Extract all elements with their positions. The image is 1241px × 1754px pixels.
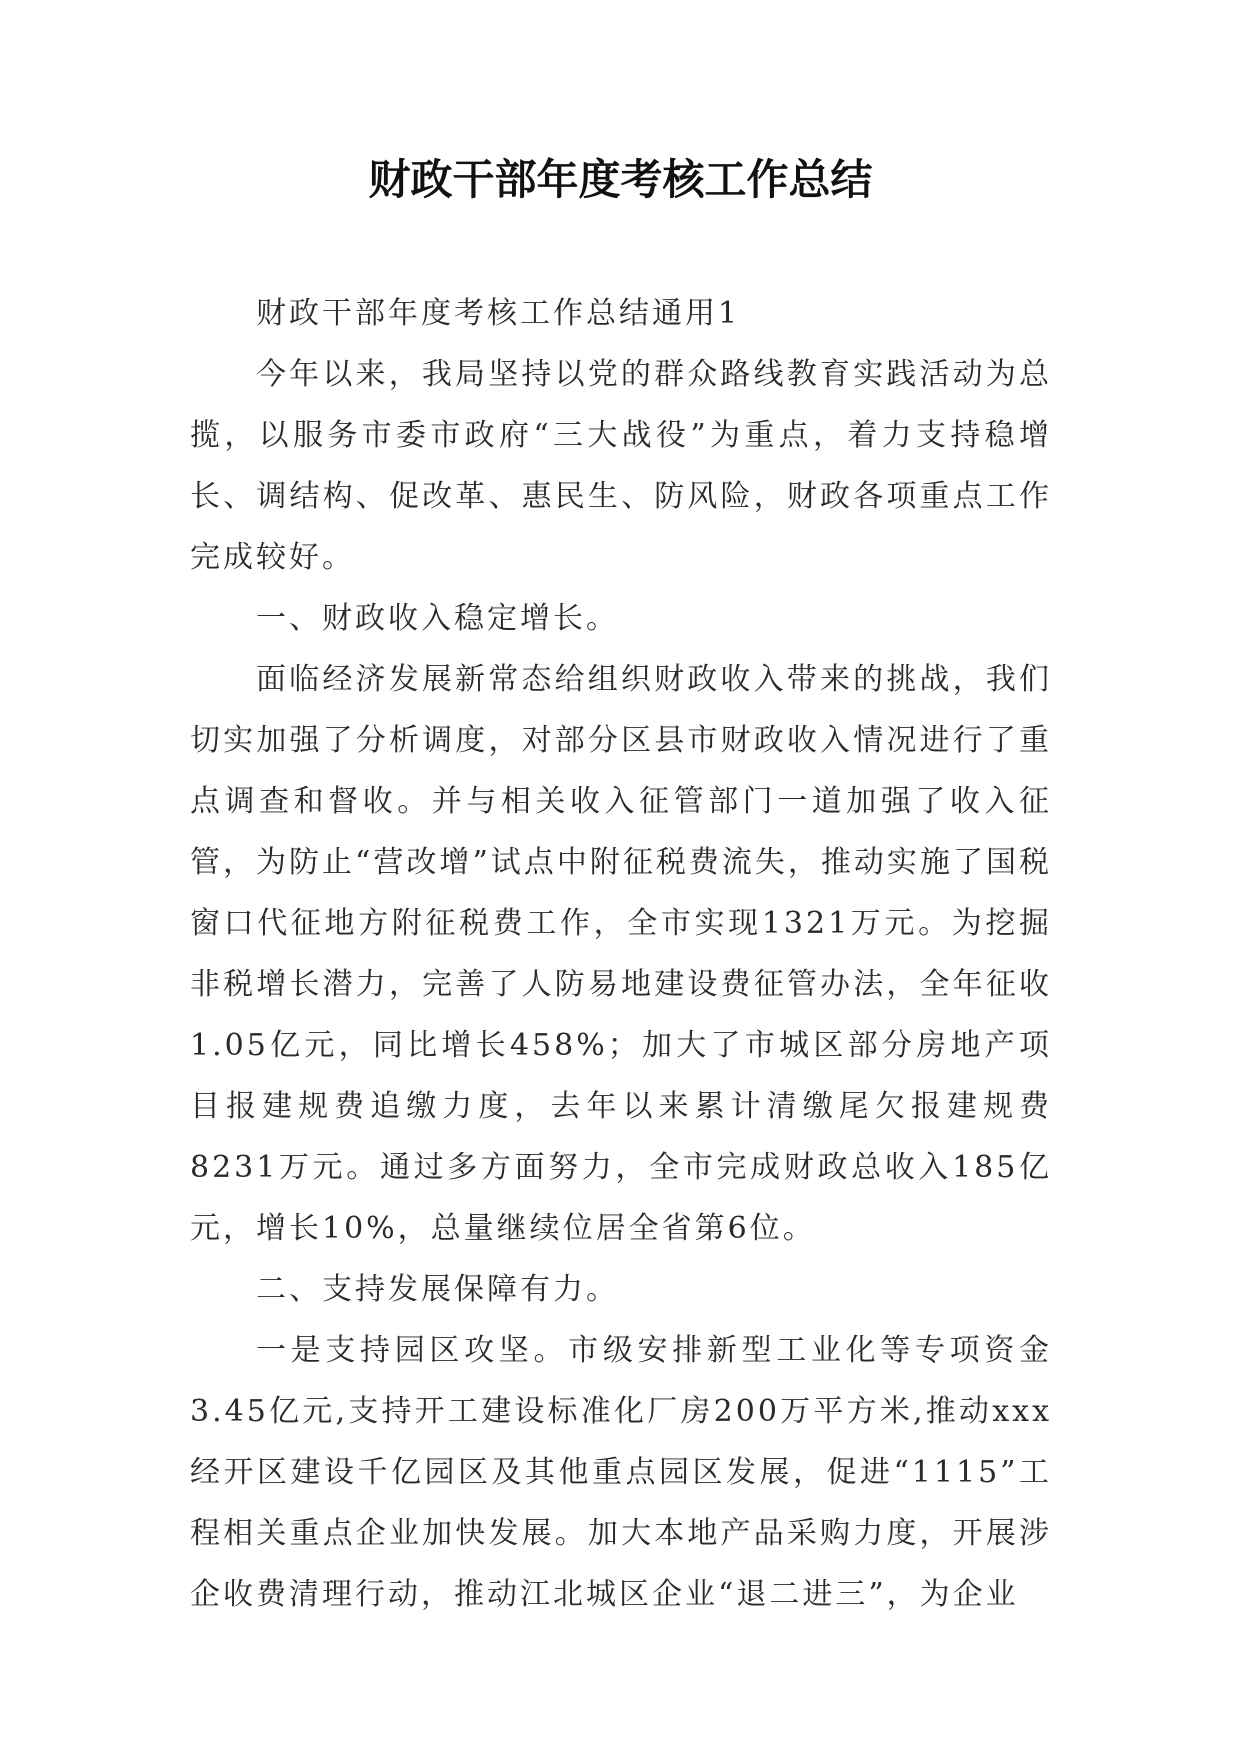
section-heading: 一、财政收入稳定增长。 bbox=[256, 601, 619, 636]
paragraph: 今年以来，我局坚持以党的群众路线教育实践活动为总揽，以服务市委市政府“三大战役”为重点，着力支持稳增长、调结构、促改革、惠民生、防风险，财政各项重点工作完成较好。 bbox=[190, 357, 1052, 575]
document-body bbox=[190, 283, 1052, 1625]
section-heading: 二、支持发展保障有力。 bbox=[256, 1272, 619, 1307]
section-heading: 财政干部年度考核工作总结通用1 bbox=[256, 296, 741, 331]
paragraph: 面临经济发展新常态给组织财政收入带来的挑战，我们切实加强了分析调度，对部分区县市财政收入情况进行了重点调查和督收。并与相关收入征管部门一道加强了收入征管，为防止“营改增”试点中附征税费流失，推动实施了国税窗口代征地方附征税费工作，全市实现1321万元。为挖掘非税增长潜力，完善了人防易地建设费征管办法，全年征收1.05亿元，同比增长458%；加大了市城区部分房地产项目报建规费追缴力度，去年以来累计清缴尾欠报建规费8231万元。通过多方面努力，全市完成财政总收入185亿元，增长10%，总量继续位居全省第6位。 bbox=[190, 662, 1052, 1246]
document-title: 财政干部年度考核工作总结 bbox=[368, 155, 873, 204]
paragraph: 一是支持园区攻坚。市级安排新型工业化等专项资金3.45亿元,支持开工建设标准化厂房200万平方米,推动xxx经开区建设千亿园区及其他重点园区发展，促进“1115”工程相关重点企业加快发展。加大本地产品采购力度，开展涉企收费清理行动，推动江北城区企业“退二进三”，为企业 bbox=[190, 1333, 1052, 1612]
